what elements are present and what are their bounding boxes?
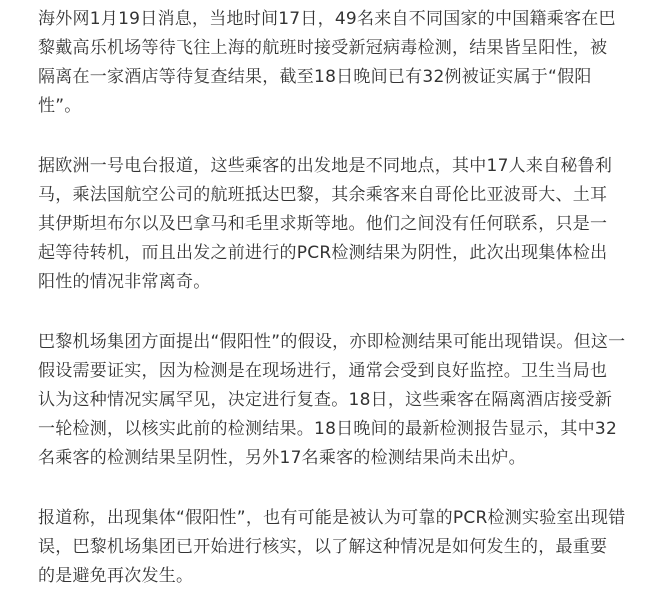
paragraph-line: 据欧洲一号电台报道，这些乘客的出发地是不同地点，其中17人来自秘鲁利 <box>38 156 613 176</box>
paragraph-line: 巴黎机场集团方面提出“假阳性”的假设，亦即检测结果可能出现错误。但这一 <box>38 332 626 352</box>
paragraph-4 <box>38 504 660 591</box>
paragraph-line: 黎戴高乐机场等待飞往上海的航班时接受新冠病毒检测，结果皆呈阳性，被 <box>38 38 608 58</box>
paragraph-spacer <box>38 121 660 152</box>
paragraph-line: 阳性的情况非常离奇。 <box>38 272 211 292</box>
paragraph-spacer <box>38 297 660 328</box>
news-article <box>38 5 660 591</box>
paragraph-line: 海外网1月19日消息，当地时间17日，49名来自不同国家的中国籍乘客在巴 <box>38 9 616 29</box>
paragraph-line: 名乘客的检测结果呈阴性，另外17名乘客的检测结果尚未出炉。 <box>38 448 526 468</box>
paragraph-line: 性”。 <box>38 96 82 116</box>
paragraph-line: 报道称，出现集体“假阳性”，也有可能是被认为可靠的PCR检测实验室出现错 <box>38 508 626 528</box>
paragraph-line: 的是避免再次发生。 <box>38 566 194 586</box>
paragraph-line: 误，巴黎机场集团已开始进行核实，以了解这种情况是如何发生的，最重要 <box>38 537 608 557</box>
paragraph-line: 一轮检测，以核实此前的检测结果。18日晚间的最新检测报告显示，其中32 <box>38 419 618 439</box>
paragraph-line: 马，乘法国航空公司的航班抵达巴黎，其余乘客来自哥伦比亚波哥大、土耳 <box>38 185 608 205</box>
paragraph-line: 认为这种情况实属罕见，决定进行复查。18日，这些乘客在隔离酒店接受新 <box>38 390 613 410</box>
paragraph-line: 其伊斯坦布尔以及巴拿马和毛里求斯等地。他们之间没有任何联系，只是一 <box>38 214 608 234</box>
paragraph-line: 起等待转机，而且出发之前进行的PCR检测结果为阴性，此次出现集体检出 <box>38 243 608 263</box>
paragraph-line: 隔离在一家酒店等待复查结果，截至18日晚间已有32例被证实属于“假阳 <box>38 67 592 87</box>
paragraph-line: 假设需要证实，因为检测是在现场进行，通常会受到良好监控。卫生当局也 <box>38 361 608 381</box>
paragraph-3 <box>38 328 660 473</box>
paragraph-1 <box>38 5 660 121</box>
paragraph-2 <box>38 152 660 297</box>
paragraph-spacer <box>38 473 660 504</box>
